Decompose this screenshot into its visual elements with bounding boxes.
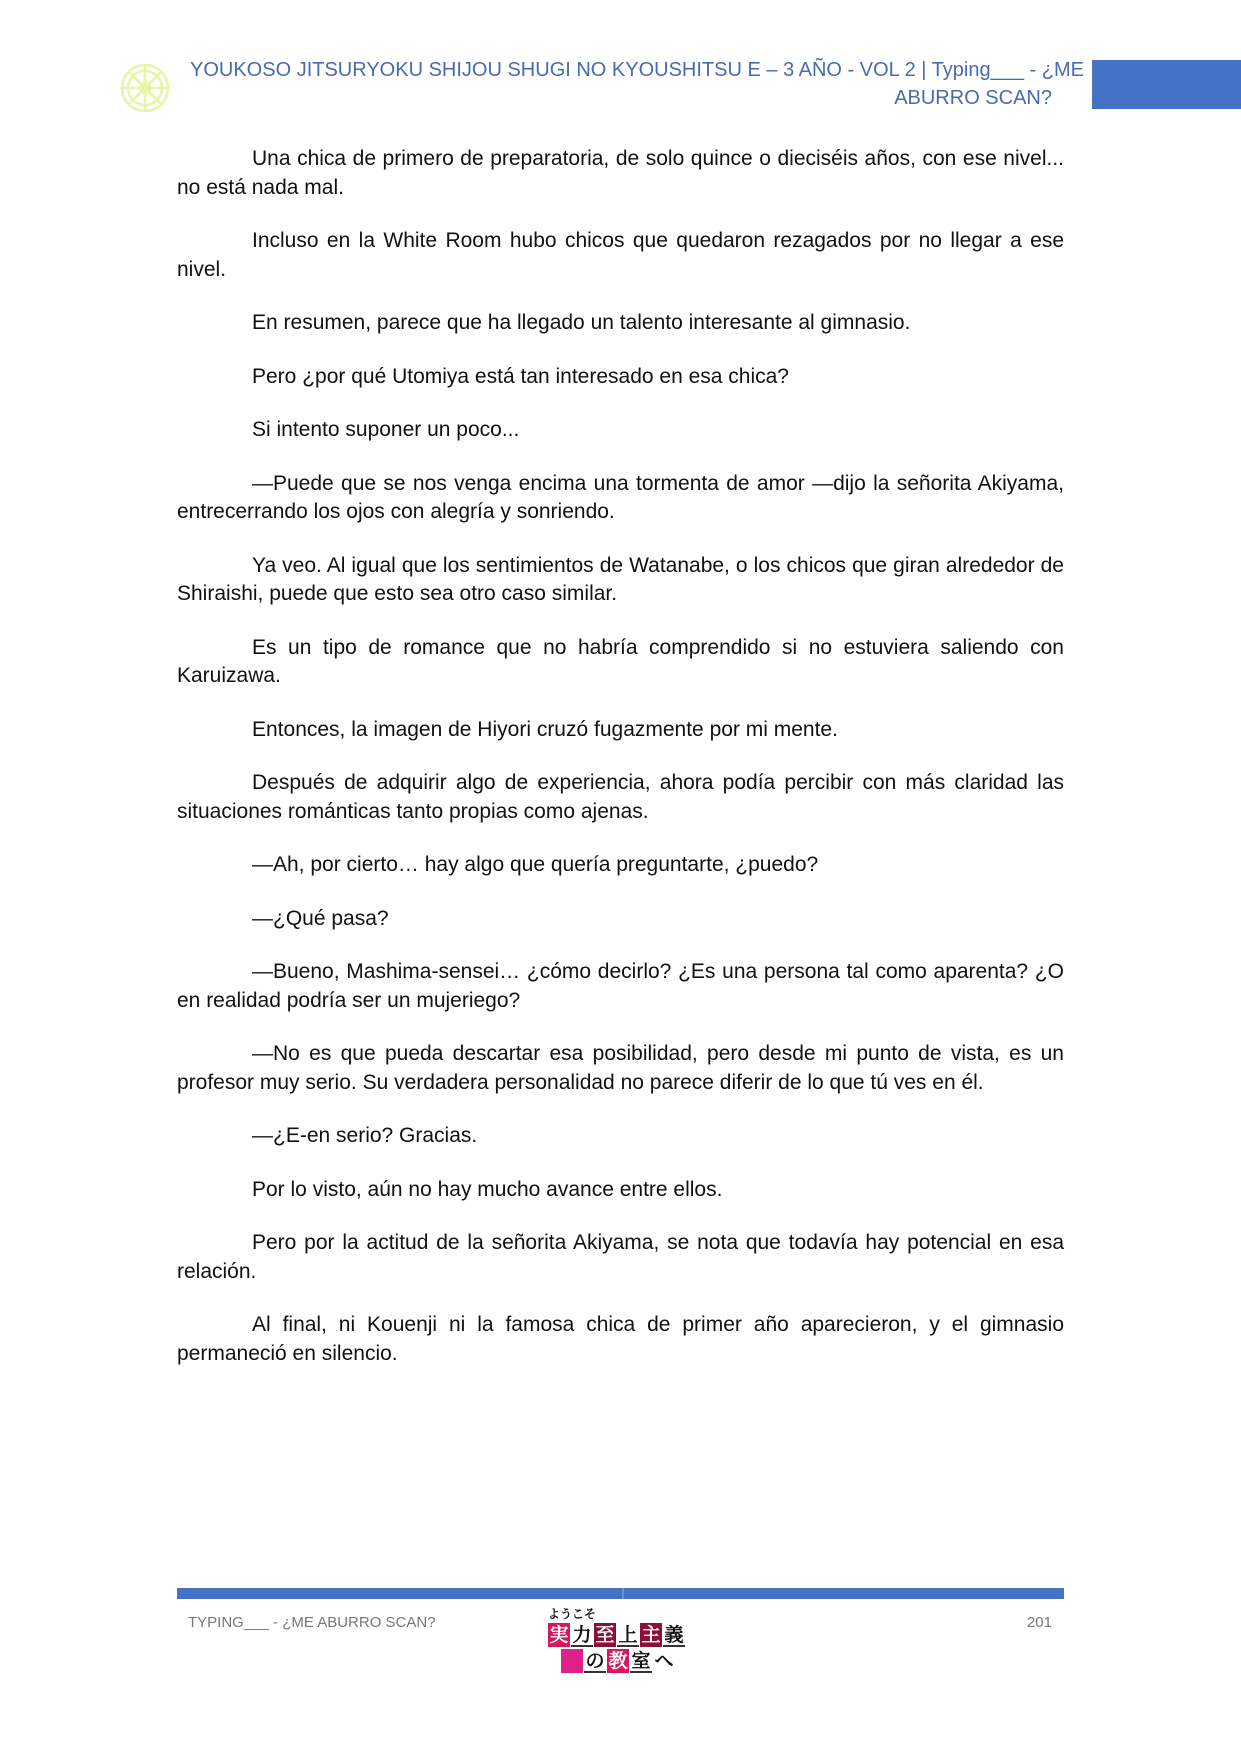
logo-kanji: 上 bbox=[618, 1624, 638, 1646]
paragraph: Si intento suponer un poco... bbox=[252, 418, 520, 441]
paragraph: Ya veo. Al igual que los sentimientos de Watanabe, o los chicos que giran alrededor de Shiraishi, puede que esto sea otro caso similar. bbox=[177, 553, 1064, 605]
paragraph: Entonces, la imagen de Hiyori cruzó fugazmente por mi mente. bbox=[252, 717, 838, 741]
paragraph: Pero por la actitud de la señorita Akiyama, se nota que todavía hay potencial en esa relación. bbox=[177, 1231, 1064, 1283]
paragraph: —No es que pueda descartar esa posibilidad, pero desde mi punto de vista, es un profesor muy serio. Su verdadera personalidad no parece diferir de lo que tú ves en él. bbox=[177, 1042, 1064, 1094]
header-accent-bar bbox=[1092, 60, 1241, 109]
logo-kanji: 義 bbox=[664, 1624, 684, 1646]
logo-kanji: 教 bbox=[608, 1650, 628, 1672]
logo-kanji: 至 bbox=[595, 1624, 615, 1646]
paragraph: —¿E-en serio? Gracias. bbox=[252, 1124, 478, 1147]
paragraph: Por lo visto, aún no hay mucho avance entre ellos. bbox=[252, 1177, 723, 1201]
logo-row-2 bbox=[561, 1649, 676, 1673]
paragraph: Después de adquirir algo de experiencia, ahora podía percibir con más claridad las situaciones románticas tanto propias como ajenas. bbox=[177, 771, 1064, 823]
series-logo bbox=[548, 1605, 694, 1677]
paragraph: Es un tipo de romance que no habría comprendido si no estuviera saliendo con Karuizawa. bbox=[177, 635, 1064, 687]
logo-small-block bbox=[561, 1649, 583, 1673]
logo-kanji: 室 bbox=[631, 1650, 651, 1672]
running-header-title bbox=[190, 56, 1084, 112]
paragraph: Incluso en la White Room hubo chicos que quedaron rezagados por no llegar a ese nivel. bbox=[177, 229, 1064, 281]
footer-accent-bar bbox=[177, 1588, 1064, 1599]
paragraph: —Puede que se nos venga encima una tormenta de amor —dijo la señorita Akiyama, entrecerrando los ojos con alegría y sonriendo. bbox=[177, 471, 1064, 523]
paragraph: —Ah, por cierto… hay algo que quería preguntarte, ¿puedo? bbox=[252, 853, 819, 876]
paragraph: Pero ¿por qué Utomiya está tan interesado en esa chica? bbox=[252, 364, 789, 388]
page-number: 201 bbox=[1026, 1614, 1052, 1631]
logo-kanji: 力 bbox=[572, 1624, 592, 1646]
dharma-wheel-icon bbox=[119, 62, 171, 114]
paragraph: —Bueno, Mashima-sensei… ¿cómo decirlo? ¿Es una persona tal como aparenta? ¿O en realidad podría ser un mujeriego? bbox=[177, 960, 1064, 1012]
body-text bbox=[177, 145, 1064, 1393]
paragraph: En resumen, parece que ha llegado un talento interesante al gimnasio. bbox=[252, 311, 911, 334]
paragraph: Una chica de primero de preparatoria, de solo quince o dieciséis años, con ese nivel... no está nada mal. bbox=[177, 147, 1064, 199]
paragraph: —¿Qué pasa? bbox=[252, 906, 389, 930]
header-title-line-1: YOUKOSO JITSURYOKU SHIJOU SHUGI NO KYOUSHITSU E – 3 AÑO - VOL 2 | Typing___ - ¿ME bbox=[190, 59, 1084, 81]
header-title-line-2: ABURRO SCAN? bbox=[894, 87, 1052, 109]
logo-row-1 bbox=[548, 1623, 686, 1647]
logo-kanji: へ bbox=[654, 1650, 674, 1672]
logo-hiragana: ようこそ bbox=[548, 1607, 597, 1621]
paragraph: Al final, ni Kouenji ni la famosa chica de primer año aparecieron, y el gimnasio permaneció en silencio. bbox=[177, 1313, 1064, 1365]
logo-kanji: の bbox=[585, 1650, 605, 1672]
footer-credit: TYPING___ - ¿ME ABURRO SCAN? bbox=[188, 1614, 436, 1631]
logo-kanji: 実 bbox=[549, 1624, 569, 1646]
logo-kanji: 主 bbox=[641, 1624, 661, 1646]
